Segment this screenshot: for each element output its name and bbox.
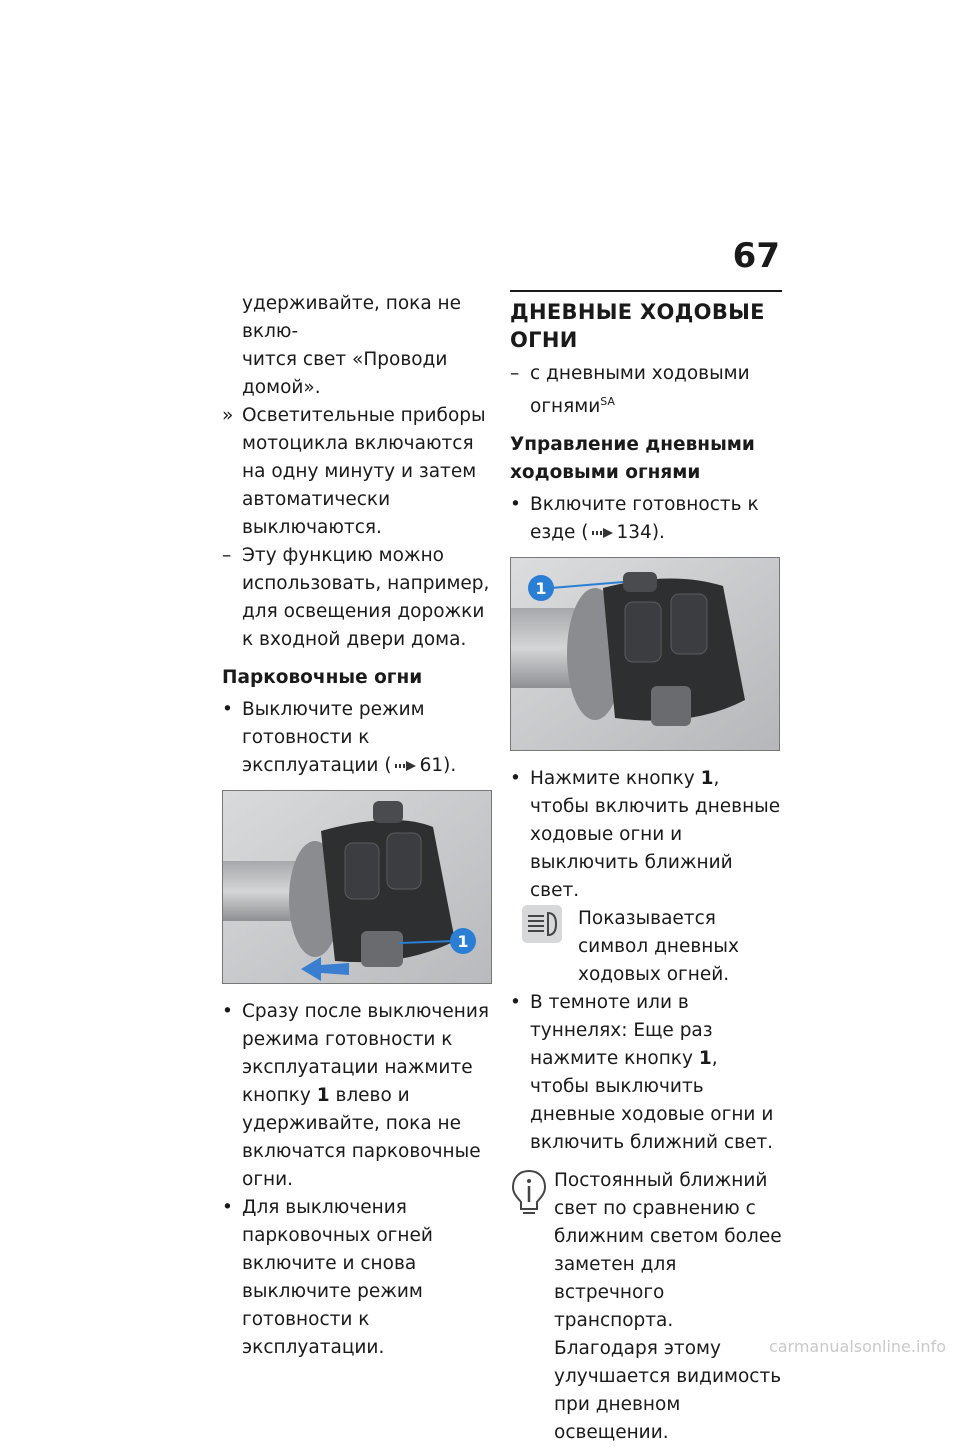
- indicator-text: Показывается символ дневных ходовых огней.: [578, 908, 739, 986]
- indicator-note: [530, 905, 782, 989]
- parking-step-1-tail: ).: [443, 755, 457, 776]
- special-equipment-badge: SA: [600, 395, 615, 408]
- parking-step-2: [222, 998, 494, 1194]
- parking-step-1: [222, 696, 494, 780]
- control-step-3-key: 1: [698, 1048, 712, 1070]
- bullet-mark: •: [510, 768, 521, 790]
- bullet-mark: •: [510, 992, 521, 1014]
- hint-item: [222, 542, 494, 654]
- dash-mark: –: [222, 545, 232, 566]
- control-step-2-key: 1: [700, 768, 714, 790]
- option-item: [510, 360, 782, 421]
- right-column: [510, 290, 782, 1447]
- bullet-mark: •: [510, 494, 521, 516]
- info-note: [510, 1167, 782, 1447]
- control-step-2: [510, 765, 782, 905]
- page-reference-arrow-icon: [592, 527, 614, 539]
- watermark: carmanualsonline.info: [768, 1337, 946, 1356]
- intro-line-2: чится свет «Проводи домой».: [242, 349, 448, 398]
- section-title: ДНЕВНЫЕ ХОДОВЫЕ ОГНИ: [510, 290, 782, 354]
- control-step-1: [510, 491, 782, 547]
- control-heading: Управление дневными ходовыми огнями: [510, 434, 755, 484]
- parking-step-1-text: Выключите режим готовности к эксплуатации (: [242, 699, 425, 776]
- bullet-mark: •: [222, 1001, 233, 1022]
- control-step-2-post: , чтобы включить дневные ходовые огни и выключить ближний свет.: [530, 768, 781, 902]
- parking-step-1-ref[interactable]: 61: [419, 755, 444, 776]
- dash-mark: –: [510, 363, 520, 384]
- control-step-1-ref[interactable]: 134: [616, 522, 652, 544]
- info-icon: [510, 1169, 548, 1215]
- page-number: 67: [732, 236, 780, 276]
- info-text: Постоянный ближний свет по сравнению с ближним светом более заметен для встречного транспорта. Благодаря этому улучшается видимость при дневном освещении.: [554, 1170, 782, 1444]
- result-mark: »: [222, 405, 234, 426]
- option-text: с дневными ходовыми огнями: [530, 363, 750, 418]
- parking-heading: Парковочные огни: [222, 667, 423, 688]
- control-step-3-post: , чтобы выключить дневные ходовые огни и включить ближний свет.: [530, 1048, 774, 1154]
- bullet-mark: •: [222, 1197, 233, 1218]
- left-column: [222, 290, 494, 1362]
- daytime-running-light-icon: [522, 905, 562, 943]
- parking-step-2-post: влево и удерживайте, пока не включатся парковочные огни.: [242, 1085, 481, 1190]
- parking-step-2-pre: Сразу после выключения режима готовности к эксплуатации нажмите кнопку: [242, 1001, 489, 1106]
- hint-text: Эту функцию можно использовать, например, для освещения дорожки к входной двери дома.: [242, 545, 490, 650]
- control-step-1-text: Включите готовность к езде (: [530, 494, 759, 544]
- result-item: [222, 402, 494, 542]
- control-step-3: [510, 989, 782, 1157]
- control-step-1-tail: ).: [651, 522, 665, 544]
- parking-step-3-text: Для выключения парковочных огней включите и снова выключите режим готовности к эксплуатации.: [242, 1197, 433, 1358]
- control-step-2-pre: Нажмите кнопку: [530, 768, 701, 790]
- handlebar-switch-illustration: [223, 791, 491, 983]
- callout-number: 1: [535, 579, 547, 599]
- handlebar-switch-illustration: [511, 558, 779, 750]
- callout-number: 1: [457, 932, 469, 951]
- bullet-mark: •: [222, 699, 233, 720]
- handlebar-photo-drl: [510, 557, 780, 751]
- control-step-3-pre: В темноте или в туннелях: Еще раз нажмите кнопку: [530, 992, 713, 1070]
- parking-step-2-key: 1: [316, 1085, 330, 1106]
- result-text: Осветительные приборы мотоцикла включаются на одну минуту и затем автоматически выключаются.: [242, 405, 486, 538]
- intro-line-1: удерживайте, пока не вклю-: [242, 293, 462, 342]
- parking-step-3: [222, 1194, 494, 1362]
- handlebar-photo-parking: [222, 790, 492, 984]
- page-reference-arrow-icon: [395, 760, 417, 772]
